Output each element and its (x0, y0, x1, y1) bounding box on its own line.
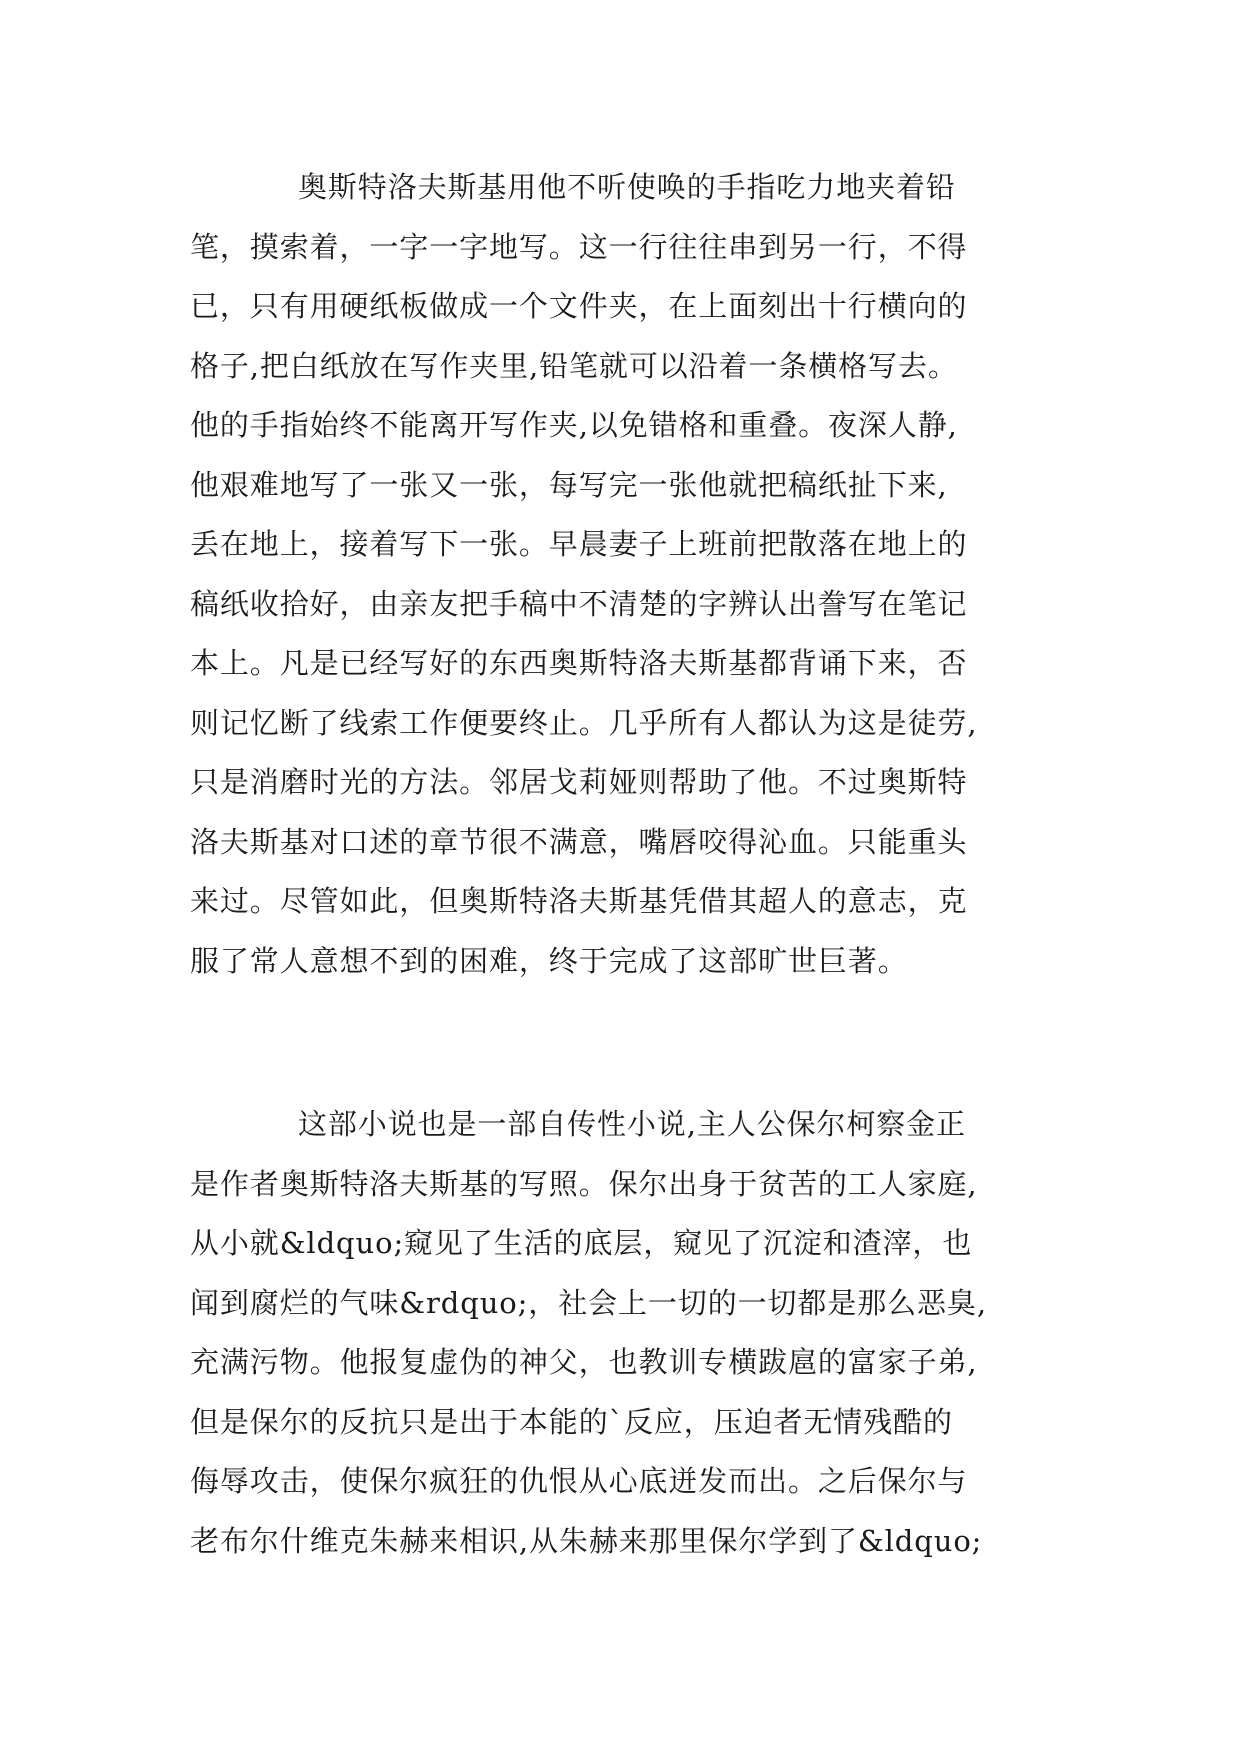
paragraph-line: 来过。尽管如此，但奥斯特洛夫斯基凭借其超人的意志，克 (190, 884, 968, 918)
paragraph-1 (190, 158, 1060, 991)
paragraph-line: 但是保尔的反抗只是出于本能的`反应，压迫者无情残酷的 (190, 1404, 953, 1439)
paragraph-line: 本上。凡是已经写好的东西奥斯特洛夫斯基都背诵下来，否 (190, 646, 968, 680)
paragraph-line: 奥斯特洛夫斯基用他不听使唤的手指吃力地夹着铅 (298, 170, 956, 204)
paragraph-line: 稿纸收拾好，由亲友把手稿中不清楚的字辨认出誊写在笔记 (190, 586, 968, 621)
paragraph-line: 洛夫斯基对口述的章节很不满意，嘴唇咬得沁血。只能重头 (190, 824, 968, 859)
paragraph-line: 老布尔什维克朱赫来相识,从朱赫来那里保尔学到了&ldquo; (190, 1523, 983, 1558)
paragraph-line: 格子,把白纸放在写作夹里,铅笔就可以沿着一条横格写去。 (190, 348, 958, 383)
paragraph-line: 他艰难地写了一张又一张，每写完一张他就把稿纸扯下来, (190, 467, 948, 502)
paragraph-line: 从小就&ldquo;窥见了生活的底层，窥见了沉淀和渣滓，也 (190, 1226, 973, 1260)
paragraph-line: 只是消磨时光的方法。邻居戈莉娅则帮助了他。不过奥斯特 (190, 765, 968, 799)
paragraph-line: 这部小说也是一部自传性小说,主人公保尔柯察金正 (298, 1107, 966, 1141)
paragraph-line: 笔，摸索着，一字一字地写。这一行往往串到另一行，不得 (190, 229, 968, 264)
paragraph-line: 服了常人意想不到的困难，终于完成了这部旷世巨著。 (190, 943, 908, 978)
paragraph-line: 是作者奥斯特洛夫斯基的写照。保尔出身于贫苦的工人家庭, (190, 1166, 978, 1201)
paragraph-line: 已，只有用硬纸板做成一个文件夹，在上面刻出十行横向的 (190, 289, 968, 323)
paragraph-2 (190, 1095, 1060, 1571)
paragraph-line: 侮辱攻击，使保尔疯狂的仇恨从心底迸发而出。之后保尔与 (190, 1464, 968, 1498)
paragraph-line: 丢在地上，接着写下一张。早晨妻子上班前把散落在地上的 (190, 527, 968, 561)
paragraph-line: 闻到腐烂的气味&rdquo;，社会上一切的一切都是那么恶臭, (190, 1285, 987, 1320)
paragraph-line: 充满污物。他报复虚伪的神父，也教训专横跋扈的富家子弟, (190, 1345, 978, 1379)
paragraph-line: 他的手指始终不能离开写作夹,以免错格和重叠。夜深人静, (190, 408, 958, 442)
paragraph-line: 则记忆断了线索工作便要终止。几乎所有人都认为这是徒劳, (190, 705, 978, 740)
